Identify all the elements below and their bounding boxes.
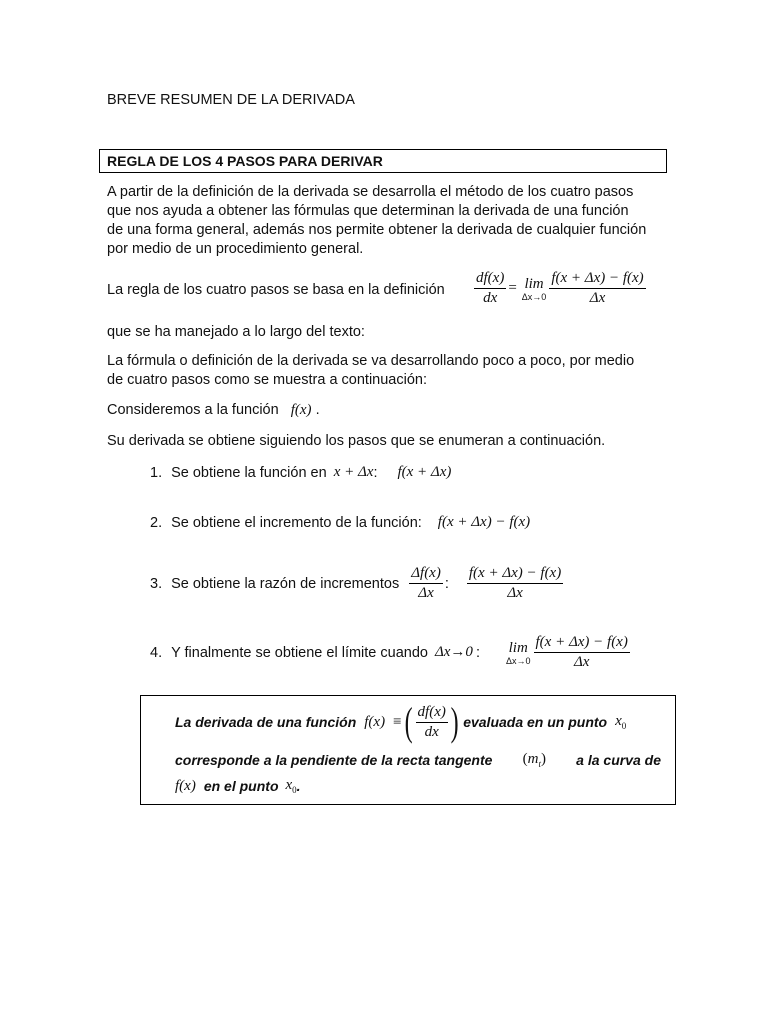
definition-text: en el punto (203, 778, 279, 794)
definition-text: a la curva de (576, 752, 661, 768)
point-x0: $x_0$ (615, 713, 627, 731)
derivative-fraction (474, 270, 506, 307)
step-2-result: f(x + Δx) − f(x) (437, 514, 531, 530)
paragraph-line: por medio de un procedimiento general. (107, 241, 364, 257)
definition-text: corresponde a la pendiente de la recta tangente (175, 752, 493, 768)
step-number: 1. (150, 464, 163, 481)
step-text: Se obtiene el incremento de la función: (171, 514, 422, 531)
definition-text: evaluada en un punto (463, 714, 608, 730)
function-symbol: f(x) (364, 713, 386, 730)
function-symbol: f(x) (290, 402, 312, 418)
ratio-numerator: Δf(x) (409, 565, 443, 584)
limit-label: lim (524, 275, 544, 292)
limit-subscript: Δx→0 (505, 655, 531, 666)
open-parenthesis-icon: ( (404, 699, 413, 744)
section-heading-box: REGLA DE LOS 4 PASOS PARA DERIVAR (99, 149, 667, 173)
consider-line (107, 402, 320, 419)
derivative-in-parentheses (402, 699, 461, 744)
step-2 (150, 514, 530, 531)
step-3 (150, 565, 563, 602)
point-x0: $x_0$ (285, 777, 297, 795)
result-denominator: Δx (507, 585, 523, 601)
step-1-expression: x + Δx (333, 464, 374, 480)
paragraph-line: La fórmula o definición de la derivada se va desarrollando poco a poco, por medio (107, 353, 635, 369)
derivative-numerator: df(x) (416, 704, 448, 723)
definition-intro-text: La regla de los cuatro pasos se basa en la definición (107, 282, 445, 298)
definition-line-3 (175, 777, 301, 795)
limit-operator (506, 640, 531, 666)
step-4-result (534, 634, 630, 671)
difference-denominator: Δx (589, 290, 606, 306)
steps-intro-text: Su derivada se obtiene siguiendo los pasos que se enumeran a continuación. (107, 433, 606, 449)
result-denominator: Δx (573, 654, 590, 670)
increment-ratio (409, 565, 443, 602)
step-1-result: f(x + Δx) (397, 464, 452, 480)
paragraph-line: de cuatro pasos como se muestra a continuación: (107, 372, 427, 388)
step-3-result (467, 565, 563, 602)
limit-label: lim (508, 639, 528, 656)
derivative-denominator: dx (424, 723, 439, 740)
consider-period: . (315, 402, 320, 418)
definition-period: . (296, 778, 301, 794)
step-4 (150, 634, 630, 671)
intro-paragraph (107, 183, 663, 259)
step-colon: : (475, 644, 480, 661)
step-colon: : (373, 464, 378, 481)
step-1 (150, 464, 451, 481)
limit-subscript: Δx→0 (521, 291, 547, 302)
tangent-slope: $(m_t)$ (522, 751, 546, 769)
ratio-denominator: Δx (418, 585, 434, 601)
function-symbol: f(x) (175, 777, 196, 794)
definition-box (140, 695, 676, 805)
step-number: 4. (150, 644, 163, 661)
result-numerator: f(x + Δx) − f(x) (467, 565, 563, 584)
close-parenthesis-icon: ) (450, 699, 459, 744)
equivalence-sign: ≡ (392, 713, 403, 730)
step-text: Y finalmente se obtiene el límite cuando (171, 644, 428, 661)
equals-sign: = (508, 280, 517, 296)
step-4-condition: Δx→0 (434, 644, 473, 660)
derivative-numerator: df(x) (474, 270, 506, 289)
document-title: BREVE RESUMEN DE LA DERIVADA (107, 92, 355, 108)
paragraph-line: de una forma general, además nos permite obtener la derivada de cualquier función (107, 222, 647, 238)
step-number: 2. (150, 514, 163, 531)
definition-line-2 (175, 751, 661, 769)
step-text: Se obtiene la razón de incrementos (171, 575, 400, 592)
derivative-fraction (416, 704, 448, 741)
consider-text: Consideremos a la función (107, 402, 279, 418)
derivative-definition-formula (474, 270, 646, 307)
definition-followup-text: que se ha manejado a lo largo del texto: (107, 324, 365, 340)
step-colon: : (444, 575, 449, 592)
limit-operator (522, 276, 547, 302)
derivative-denominator: dx (483, 290, 498, 306)
difference-numerator: f(x + Δx) − f(x) (549, 270, 645, 289)
difference-quotient (549, 270, 645, 307)
paragraph-line: que nos ayuda a obtener las fórmulas que determinan la derivada de una función (107, 203, 629, 219)
second-paragraph (107, 352, 663, 390)
step-number: 3. (150, 575, 163, 592)
definition-line-1 (175, 699, 627, 744)
step-text: Se obtiene la función en (171, 464, 327, 481)
definition-text: La derivada de una función (175, 714, 357, 730)
paragraph-line: A partir de la definición de la derivada se desarrolla el método de los cuatro pasos (107, 184, 634, 200)
result-numerator: f(x + Δx) − f(x) (534, 634, 630, 653)
